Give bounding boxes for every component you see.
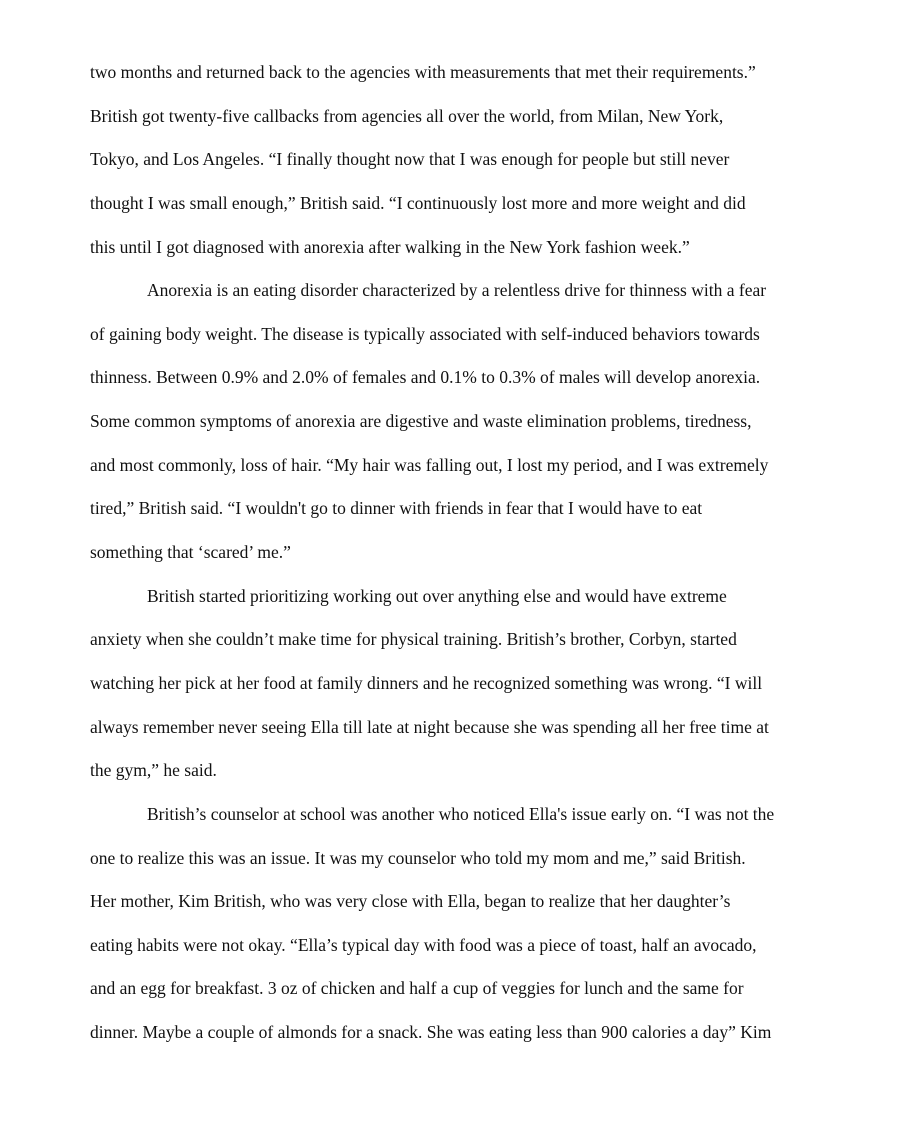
- text-line: and an egg for breakfast. 3 oz of chicken and half a cup of veggies for lunch and the same for: [90, 978, 744, 999]
- text-line: the gym,” he said.: [90, 760, 217, 781]
- document-body: [90, 51, 830, 1055]
- paragraph-first-line: British’s counselor at school was another who noticed Ella's issue early on. “I was not the: [147, 803, 775, 824]
- text-line: Some common symptoms of anorexia are digestive and waste elimination problems, tiredness,: [90, 411, 752, 432]
- text-line: watching her pick at her food at family dinners and he recognized something was wrong. “I will: [90, 672, 763, 693]
- paragraph-first-line: Anorexia is an eating disorder characterized by a relentless drive for thinness with a fear: [147, 280, 767, 301]
- text-line: always remember never seeing Ella till late at night because she was spending all her free time at: [90, 716, 769, 737]
- text-line: Tokyo, and Los Angeles. “I finally thought now that I was enough for people but still never: [90, 149, 730, 170]
- text-line: this until I got diagnosed with anorexia after walking in the New York fashion week.”: [90, 236, 690, 257]
- text-line: eating habits were not okay. “Ella’s typical day with food was a piece of toast, half an avocado,: [90, 934, 757, 955]
- paragraph-first-line: British started prioritizing working out over anything else and would have extreme: [147, 585, 727, 606]
- text-line: and most commonly, loss of hair. “My hair was falling out, I lost my period, and I was extremely: [90, 454, 769, 475]
- text-line: thought I was small enough,” British said. “I continuously lost more and more weight and did: [90, 192, 746, 213]
- text-line: thinness. Between 0.9% and 2.0% of females and 0.1% to 0.3% of males will develop anorexia.: [90, 367, 761, 388]
- text-line: anxiety when she couldn’t make time for physical training. British’s brother, Corbyn, started: [90, 629, 737, 650]
- text-line: Her mother, Kim British, who was very close with Ella, began to realize that her daughter’s: [90, 891, 731, 912]
- text-line: one to realize this was an issue. It was my counselor who told my mom and me,” said British.: [90, 847, 746, 868]
- text-line: tired,” British said. “I wouldn't go to dinner with friends in fear that I would have to eat: [90, 498, 703, 519]
- text-line: two months and returned back to the agencies with measurements that met their requirements.”: [90, 62, 756, 82]
- text-line: of gaining body weight. The disease is typically associated with self-induced behaviors towards: [90, 323, 760, 344]
- text-line: something that ‘scared’ me.”: [90, 542, 291, 563]
- text-line: dinner. Maybe a couple of almonds for a snack. She was eating less than 900 calories a day” Kim: [90, 1022, 772, 1043]
- text-line: British got twenty-five callbacks from agencies all over the world, from Milan, New York,: [90, 105, 724, 126]
